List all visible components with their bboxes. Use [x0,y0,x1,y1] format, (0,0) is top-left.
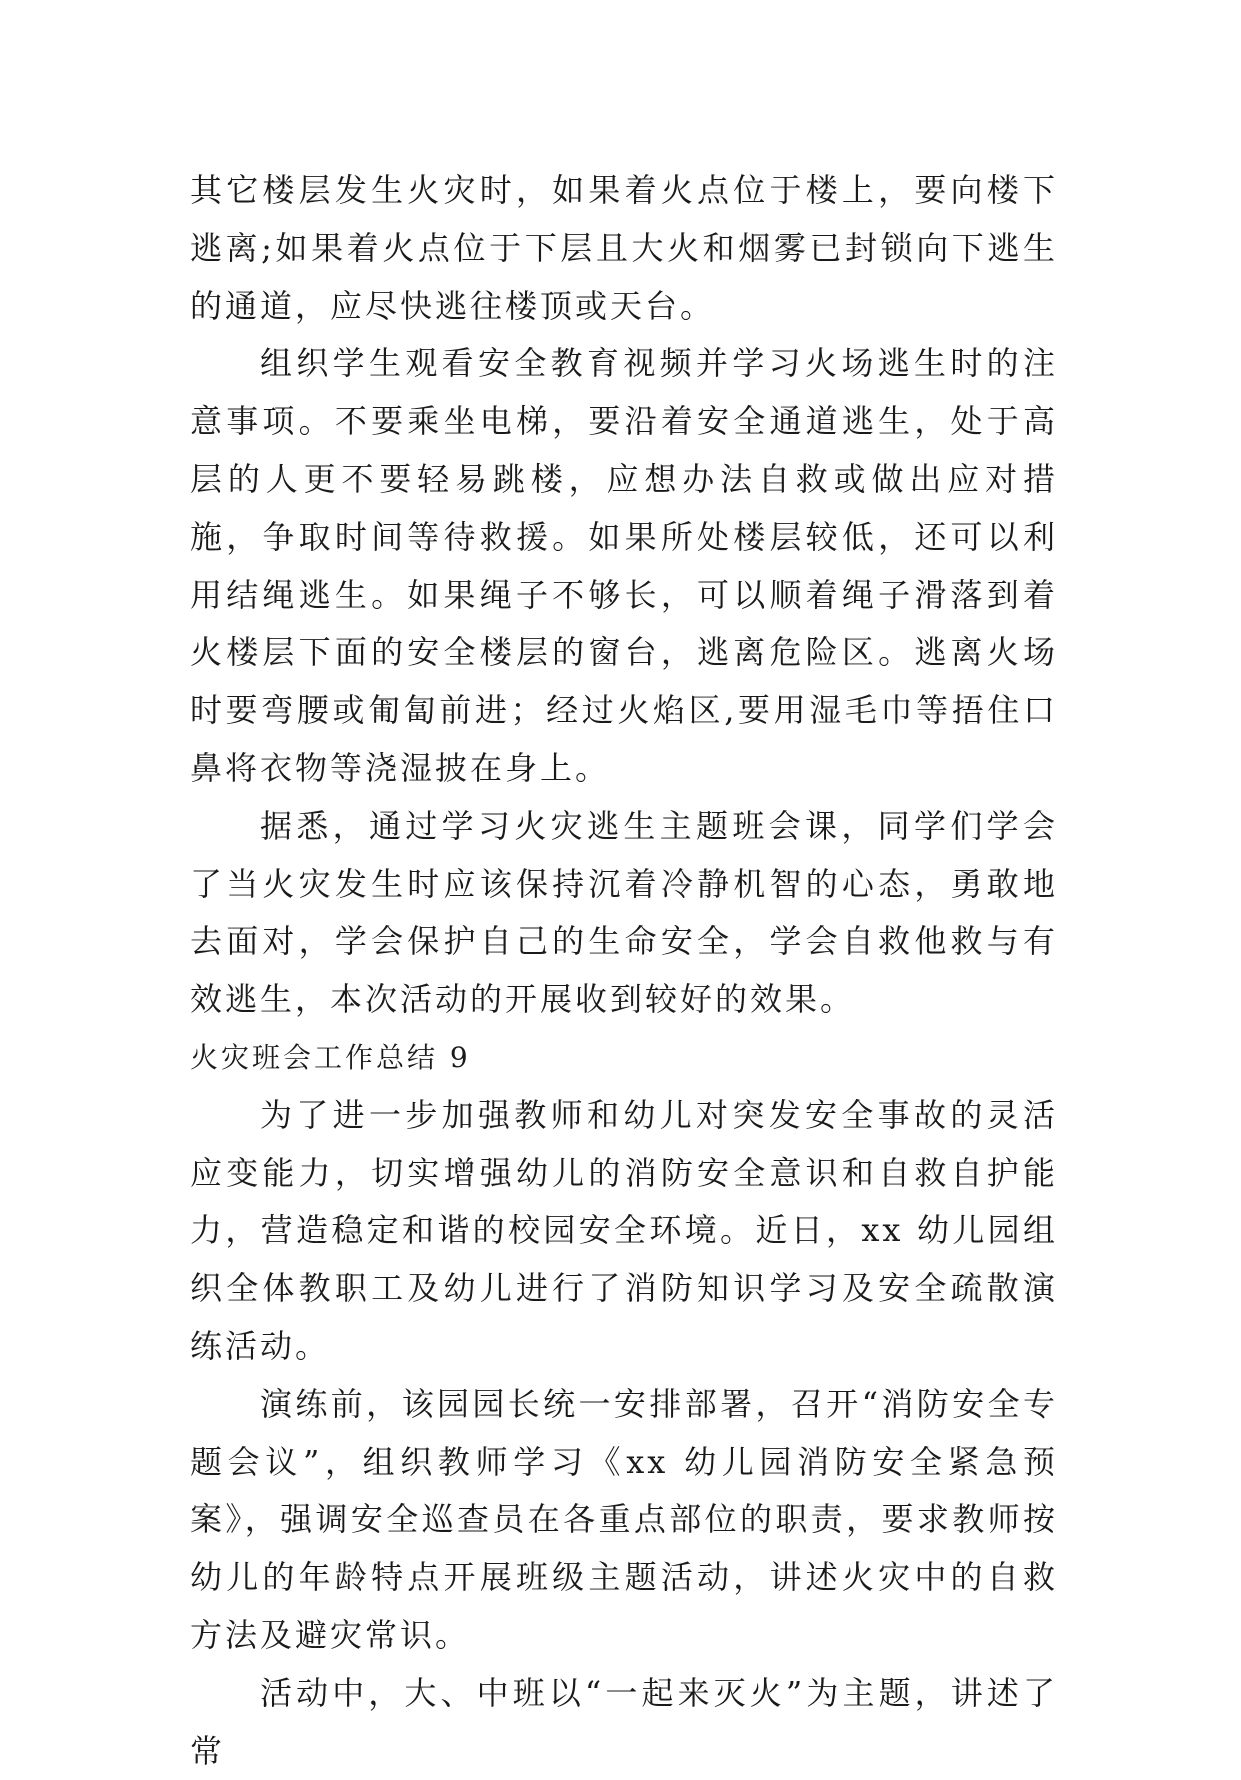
paragraph-activity-description: 活动中，大、中班以“一起来灭火”为主题，讲述了常 [190,1673,1058,1770]
paragraph-class-meeting-result: 据悉，通过学习火灾逃生主题班会课，同学们学会了当火灾发生时应该保持沉着冷静机智的心态，勇敢地去面对，学会保护自己的生命安全，学会自救他救与有效逃生，本次活动的开展收到较好的效果。 [190,806,1058,1019]
paragraph-kindergarten-drill-intro: 为了进一步加强教师和幼儿对突发安全事故的灵活应变能力，切实增强幼儿的消防安全意识和自救自护能力，营造稳定和谐的校园安全环境。近日，xx 幼儿园组织全体教职工及幼儿进行了消防知识学习及安全疏散演练活动。 [190,1095,1058,1365]
paragraph-escape-precautions: 组织学生观看安全教育视频并学习火场逃生时的注意事项。不要乘坐电梯，要沿着安全通道逃生，处于高层的人更不要轻易跳楼，应想办法自救或做出应对措施，争取时间等待救援。如果所处楼层较低，还可以利用结绳逃生。如果绳子不够长，可以顺着绳子滑落到着火楼层下面的安全楼层的窗台，逃离危险区。逃离火场时要弯腰或匍匐前进；经过火焰区,要用湿毛巾等捂住口鼻将衣物等浇湿披在身上。 [190,344,1058,787]
document-body [190,162,1058,1780]
section-title: 火灾班会工作总结 9 [190,1040,471,1074]
paragraph-pre-drill-meeting: 演练前，该园园长统一安排部署，召开“消防安全专题会议”，组织教师学习《xx 幼儿园消防安全紧急预案》，强调安全巡查员在各重点部位的职责，要求教师按幼儿的年龄特点开展班级主题活动，讲述火灾中的自救方法及避灾常识。 [190,1384,1058,1654]
paragraph-escape-direction: 其它楼层发生火灾时，如果着火点位于楼上，要向楼下逃离;如果着火点位于下层且大火和烟雾已封锁向下逃生的通道，应尽快逃往楼顶或天台。 [190,171,1058,325]
